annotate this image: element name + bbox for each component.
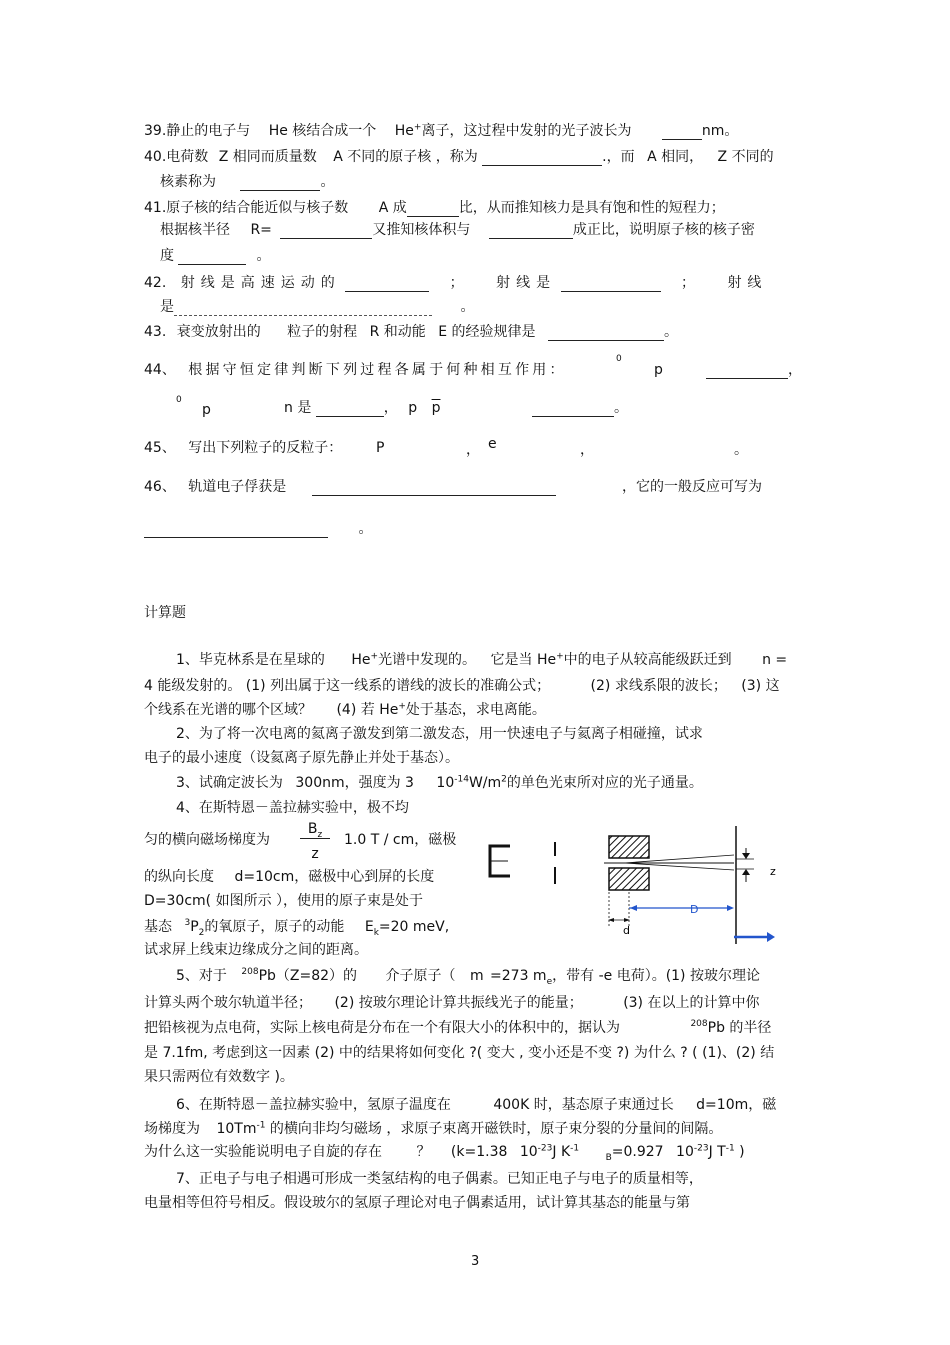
- problem-1: 1、毕克林系是在星球的 He+光谱中发现的。 它是当 He+中的电子从较高能级跃迁到 n =: [176, 651, 788, 668]
- magnet-pole-bottom: [609, 868, 649, 890]
- answer-blank[interactable]: [706, 364, 788, 379]
- label-z: z: [770, 865, 776, 878]
- z-arrow-up-icon: [742, 869, 750, 875]
- problem-2: 2、为了将一次电离的氦离子激发到第二激发态，用一快速电子与氦离子相碰撞，试求: [176, 726, 703, 742]
- answer-blank[interactable]: [312, 481, 556, 496]
- stern-gerlach-diagram: [484, 822, 794, 950]
- question-44-line2: n 是 ， p $\overline{p}$: [284, 400, 441, 416]
- question-39: 39.静止的电子与 He 核结合成一个 He+离子，这过程中发射的光子波长为 nm。: [144, 122, 739, 139]
- question-43: 43. 衰变放射出的 粒子的射程 R 和动能 E 的经验规律是 。: [144, 324, 679, 340]
- answer-blank[interactable]: [174, 303, 432, 316]
- label-d: d: [623, 924, 630, 937]
- arrow-right-icon: [767, 932, 775, 942]
- answer-blank[interactable]: [561, 277, 661, 292]
- fraction-numerator: $B_z$: [300, 820, 330, 839]
- section-title: 计算题: [144, 605, 186, 621]
- answer-blank[interactable]: [662, 125, 702, 140]
- answer-blank[interactable]: [532, 402, 614, 417]
- problem-7: 7、正电子与电子相遇可形成一类氢结构的电子偶素。已知正电子与电子的质量相等，: [176, 1171, 703, 1187]
- answer-blank[interactable]: [280, 224, 372, 239]
- question-41: 41.原子核的结合能近似与核子数 A 成 比，从而推知核力是具有饱和性的短程力；: [144, 200, 725, 216]
- label-D: D: [690, 903, 699, 916]
- question-44: 44、 根据守恒定律判断下列过程各属于何种相互作用：: [144, 362, 567, 378]
- question-40-line2: 核素称为 。: [160, 174, 335, 190]
- z-arrow-down-icon: [742, 853, 750, 859]
- question-46: 46、 轨道电子俘获是: [144, 479, 287, 495]
- answer-blank[interactable]: [178, 250, 246, 265]
- answer-blank[interactable]: [489, 224, 573, 239]
- question-42-line2: 是 。: [160, 299, 475, 315]
- arrow-left-icon: [630, 905, 637, 911]
- problem-4: 4、在斯特恩－盖拉赫实验中，极不均: [176, 800, 409, 816]
- answer-blank[interactable]: [482, 151, 602, 166]
- arrow-right-icon: [727, 905, 734, 911]
- problem-5: 5、对于 $^{208}$Pb（Z=82）的 介子原子（ m =273 $m_e$，带有 -e 电荷）。(1) 按玻尔理论: [176, 967, 760, 987]
- question-40: 40.电荷数 Z 相同而质量数 A 不同的原子核 ，称为 .，而 A 相同， Z 不同的: [144, 149, 774, 165]
- answer-blank[interactable]: [144, 523, 328, 538]
- question-41-line2: 根据核半径 R= 又推知核体积与 成正比，说明原子核的核子密: [160, 222, 755, 238]
- answer-blank[interactable]: [548, 326, 664, 341]
- fraction-denominator: z: [311, 846, 319, 862]
- question-41-line3: 度 。: [160, 248, 271, 264]
- question-42: 42. 射线是高速运动的 ； 射线是 ； 射线: [144, 275, 768, 291]
- magnet-pole-top: [609, 836, 649, 858]
- answer-blank[interactable]: [316, 402, 384, 417]
- answer-blank[interactable]: [345, 277, 429, 292]
- question-45: 45、 写出下列粒子的反粒子：: [144, 440, 343, 456]
- problem-6: 6、在斯特恩－盖拉赫实验中，氢原子温度在 400K 时，基态原子束通过长 d=10m，磁: [176, 1097, 777, 1113]
- answer-blank[interactable]: [240, 176, 320, 191]
- page-number: 3: [471, 1254, 480, 1269]
- answer-blank[interactable]: [407, 202, 459, 217]
- problem-3: 3、试确定波长为 300nm，强度为 3 $10^{-14}W/m^2$的单色光束所对应的光子通量。: [176, 774, 703, 791]
